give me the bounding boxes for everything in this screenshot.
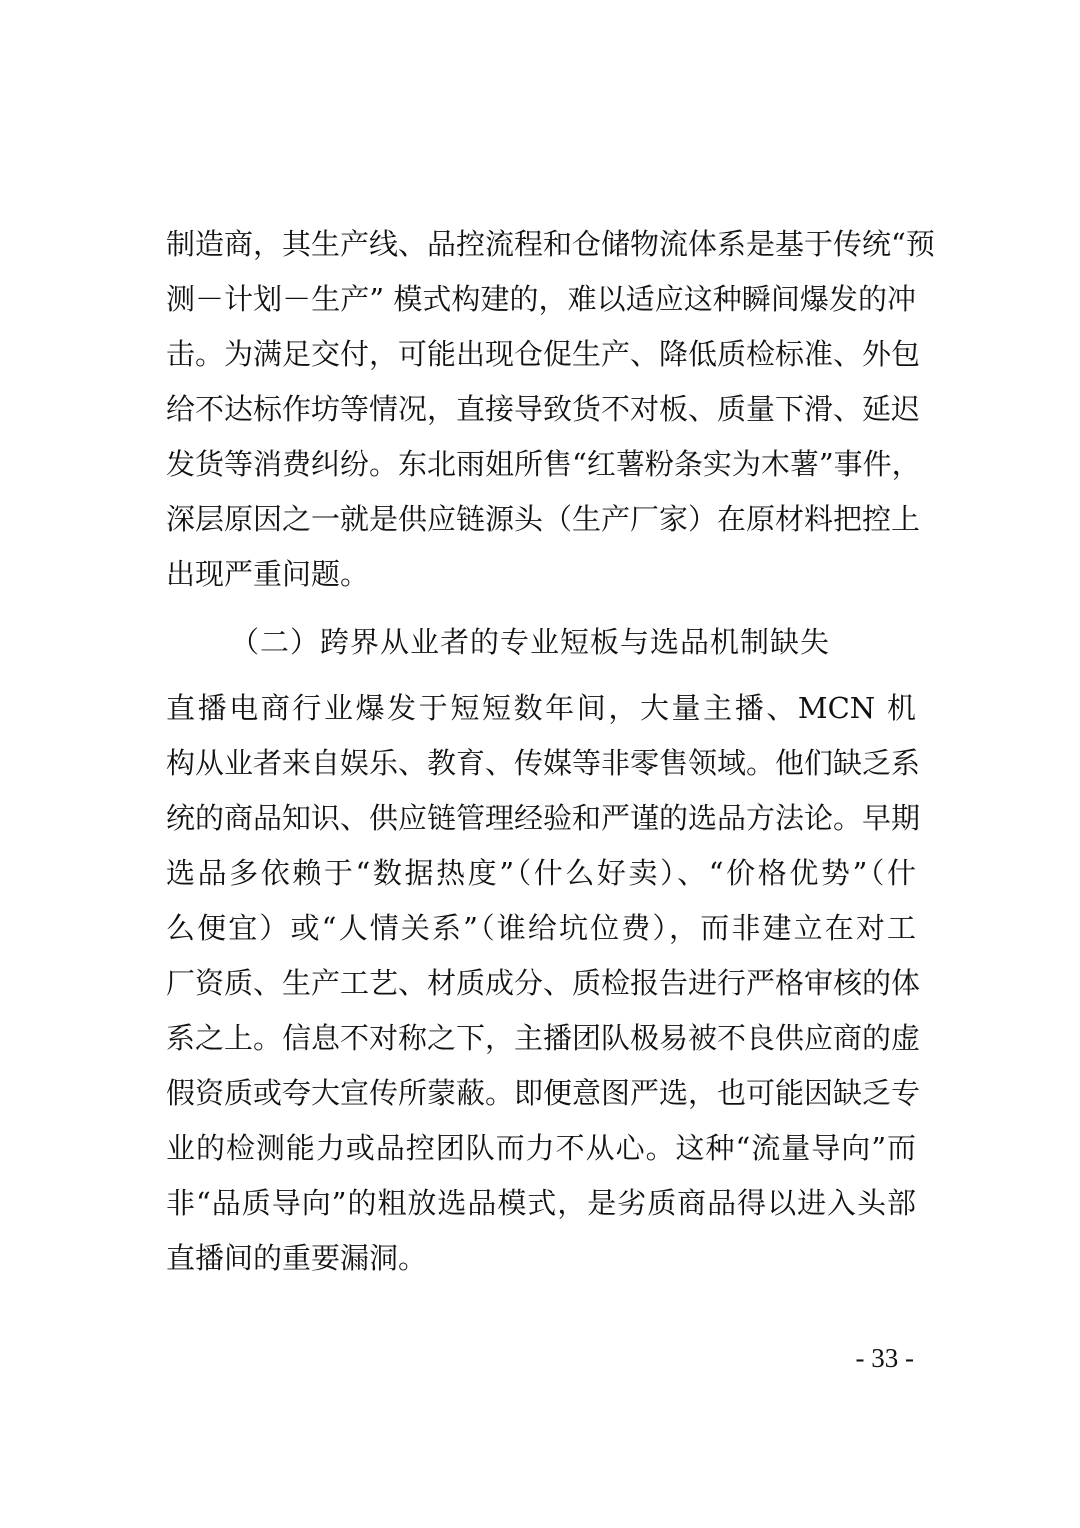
paragraph-supply-chain (166, 217, 935, 602)
text-line: 厂资质、生产工艺、材质成分、质检报告进行严格审核的体 (166, 966, 921, 1000)
text-line: 击。为满足交付，可能出现仓促生产、降低质检标准、外包 (166, 337, 921, 371)
text-line: 直播间的重要漏洞。 (166, 1241, 428, 1275)
text-line: 测－计划－生产” 模式构建的，难以适应这种瞬间爆发的冲 (166, 282, 916, 316)
section-heading: （二）跨界从业者的专业短板与选品机制缺失 (230, 625, 831, 659)
text-line: 发货等消费纠纷。东北雨姐所售“红薯粉条实为木薯”事件， (166, 447, 921, 481)
paragraph-product-selection (166, 681, 921, 1286)
text-line: 构从业者来自娱乐、教育、传媒等非零售领域。他们缺乏系 (166, 746, 921, 780)
text-line: 非“品质导向”的粗放选品模式，是劣质商品得以进入头部 (166, 1186, 916, 1220)
text-line: 选品多依赖于“数据热度”（什么好卖）、“价格优势”（什 (166, 856, 916, 890)
text-line: 深层原因之一就是供应链源头（生产厂家）在原材料把控上 (166, 502, 921, 536)
page-number: - 33 - (855, 1343, 914, 1373)
text-line: 系之上。信息不对称之下，主播团队极易被不良供应商的虚 (166, 1021, 921, 1055)
text-line: 业的检测能力或品控团队而力不从心。这种“流量导向”而 (166, 1131, 916, 1165)
text-line: 制造商，其生产线、品控流程和仓储物流体系是基于传统“预 (166, 227, 935, 261)
text-line: 假资质或夸大宣传所蒙蔽。即便意图严选，也可能因缺乏专 (166, 1076, 921, 1110)
text-line: 直播电商行业爆发于短短数年间，大量主播、MCN 机 (166, 691, 916, 725)
text-line: 么便宜）或“人情关系”（谁给坑位费），而非建立在对工 (166, 911, 916, 945)
text-line: 统的商品知识、供应链管理经验和严谨的选品方法论。早期 (166, 801, 921, 835)
text-line: 给不达标作坊等情况，直接导致货不对板、质量下滑、延迟 (166, 392, 921, 426)
text-line: 出现严重问题。 (166, 557, 370, 591)
